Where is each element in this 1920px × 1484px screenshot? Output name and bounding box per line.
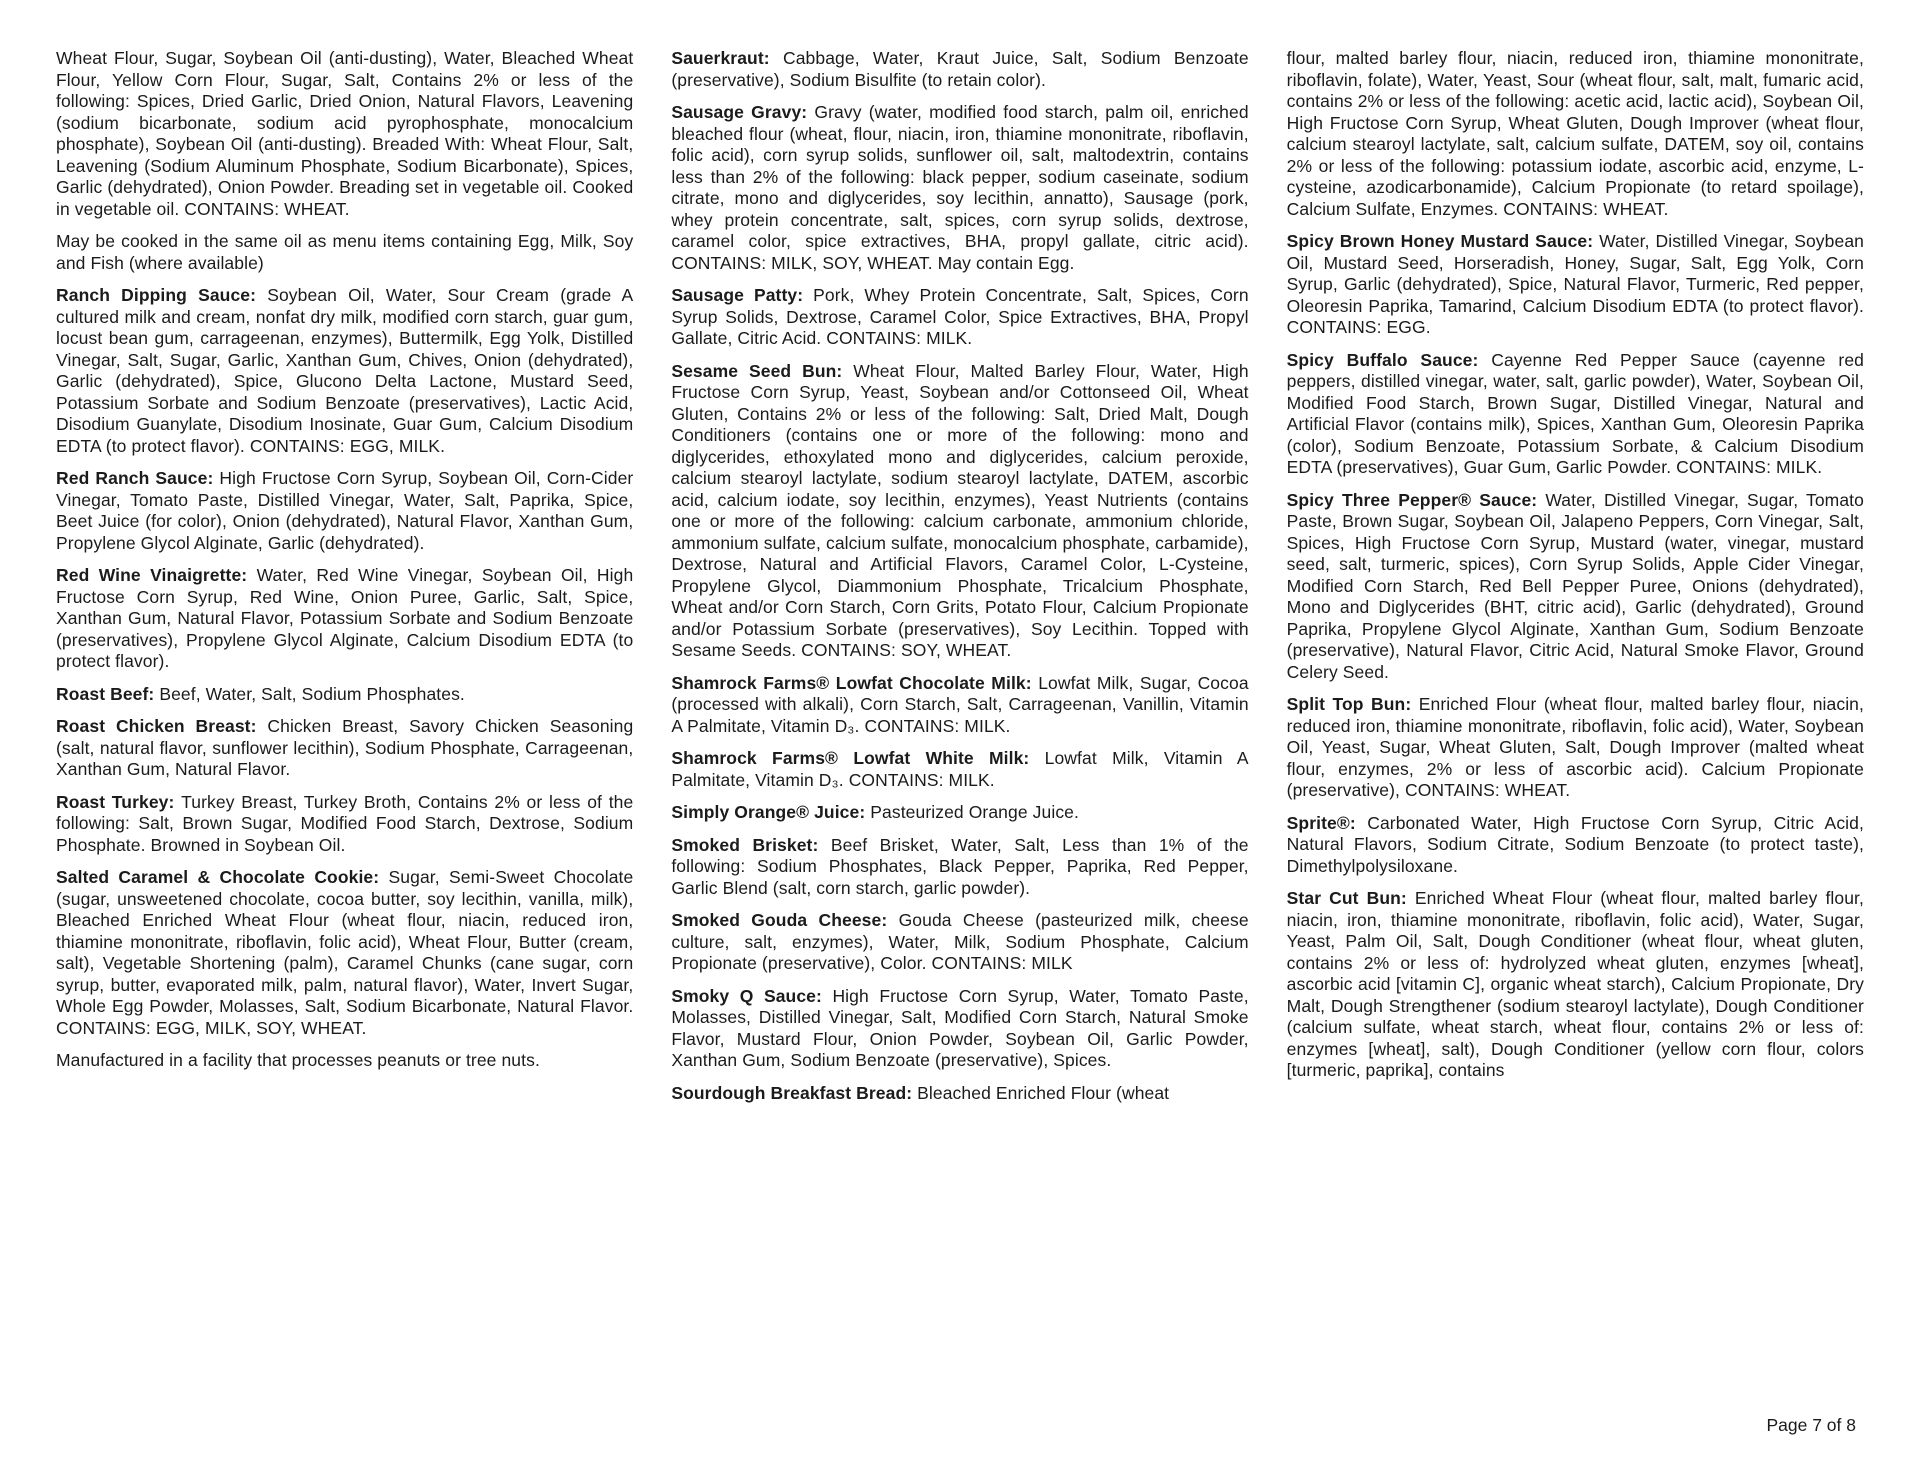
ingredient-name: Sprite®: (1286, 812, 1368, 833)
ingredient-text: Chicken Breast, Savory Chicken Seasoning (salt, natural flavor, sunflower lecithin), Sodium Phosphate, Carrageenan, Xanthan Gum, Natural Flavor. (56, 716, 634, 779)
ingredient-paragraph (671, 285, 1248, 350)
ingredient-paragraph (56, 48, 633, 220)
ingredient-text: May be cooked in the same oil as menu items containing Egg, Milk, Soy and Fish (where available) (56, 231, 634, 273)
ingredient-paragraph (56, 716, 633, 781)
ingredient-name: Star Cut Bun: (1286, 888, 1415, 908)
ingredient-name: Simply Orange® Juice: (671, 802, 871, 822)
ingredient-text: Water, Red Wine Vinegar, Soybean Oil, High Fructose Corn Syrup, Red Wine, Onion Puree, Garlic, Salt, Spice, Xanthan Gum, Natural Flavor, Potassium Sorbate and Sodium Benzoate (preservatives), Propylene Glycol Alginate, Calcium Disodium EDTA (to protect flavor). (56, 565, 634, 671)
ingredient-text: Gravy (water, modified food starch, palm oil, enriched bleached flour (wheat, flour, niacin, iron, thiamine mononitrate, riboflavin, folic acid), corn syrup solids, sunflower oil, salt, maltodextrin, contains less than 2% of the following: black pepper, sodium caseinate, sodium citrate, mono and diglycerides, soy lecithin, annatto), Sausage (pork, whey protein concentrate, salt, spices, corn syrup solids, dextrose, caramel color, spice extractives, BHA, propyl gallate, citric acid). CONTAINS: MILK, SOY, WHEAT. May contain Egg. (671, 102, 1249, 273)
ingredient-text: Pasteurized Orange Juice. (870, 802, 1079, 822)
ingredient-text: Lowfat Milk, Sugar, Cocoa (processed with alkali), Corn Starch, Salt, Carrageenan, Vanillin, Vitamin A Palmitate, Vitamin D₃. CONTAINS: MILK. (671, 672, 1249, 736)
ingredient-text: Wheat Flour, Malted Barley Flour, Water, High Fructose Corn Syrup, Yeast, Soybean and/or Cottonseed Oil, Wheat Gluten, Contains 2% or less of the following: Salt, Dried Malt, Dough Conditioners (contains one or more of the following: mono and diglycerides, ethoxylated mono and diglycerides, calcium peroxide, calcium stearoyl lactylate, sodium stearoyl lactylate, DATEM, ascorbic acid, calcium iodate, soy lecithin, enzymes), Yeast Nutrients (contains one or more of the following: calcium carbonate, ammonium chloride, ammonium sulfate, calcium sulfate, monocalcium phosphate, carbamide), Dextrose, Natural and Artificial Flavors, Caramel Color, L-Cysteine, Propylene Glycol, Diammonium Phosphate, Tricalcium Phosphate, Wheat and/or Corn Starch, Corn Grits, Potato Flour, Calcium Propionate and/or Potassium Sorbate (preservatives), Soy Lecithin. Topped with Sesame Seeds. CONTAINS: SOY, WHEAT. (671, 360, 1249, 660)
ingredient-name: Spicy Buffalo Sauce: (1286, 349, 1492, 370)
column-2 (671, 48, 1248, 1115)
ingredient-paragraph (56, 565, 633, 673)
ingredient-text: Lowfat Milk, Vitamin A Palmitate, Vitamin D₃. CONTAINS: MILK. (671, 748, 1249, 790)
ingredient-text: flour, malted barley flour, niacin, reduced iron, thiamine mononitrate, riboflavin, folate), Water, Yeast, Sour (wheat flour, salt, malt, fumaric acid, contains 2% or less of the following: acetic acid, lactic acid), Soybean Oil, High Fructose Corn Syrup, Wheat Gluten, Dough Improver (wheat flour, calcium stearoyl lactylate, salt, calcium sulfate, DATEM, soy oil, contains 2% or less of the following: potassium iodate, ascorbic acid, enzyme, L-cysteine, azodicarbonamide), Calcium Propionate (to retard spoilage), Calcium Sulfate, Enzymes. CONTAINS: WHEAT. (1286, 48, 1864, 219)
ingredient-name: Red Ranch Sauce: (56, 468, 220, 488)
ingredient-paragraph (1287, 48, 1864, 220)
ingredient-paragraph (1287, 888, 1864, 1082)
ingredient-paragraph (671, 361, 1248, 662)
ingredient-paragraph (671, 48, 1248, 91)
ingredient-text: Carbonated Water, High Fructose Corn Syrup, Citric Acid, Natural Flavors, Sodium Citrate, Sodium Benzoate (to protect taste), Dimethylpolysiloxane. (1286, 812, 1864, 876)
ingredient-paragraph (671, 102, 1248, 274)
ingredient-text: Wheat Flour, Sugar, Soybean Oil (anti-dusting), Water, Bleached Wheat Flour, Yellow Corn Flour, Sugar, Salt, Contains 2% or less of the following: Spices, Dried Garlic, Dried Onion, Natural Flavors, Leavening (sodium bicarbonate, sodium acid pyrophosphate, monocalcium phosphate), Soybean Oil (anti-dusting). Breaded With: Wheat Flour, Salt, Leavening (Sodium Aluminum Phosphate, Sodium Bicarbonate), Spices, Garlic (dehydrated), Onion Powder. Breading set in vegetable oil. Cooked in vegetable oil. CONTAINS: WHEAT. (56, 48, 634, 219)
ingredient-name: Shamrock Farms® Lowfat White Milk: (671, 748, 1045, 768)
ingredient-name: Salted Caramel & Chocolate Cookie: (56, 867, 389, 887)
ingredient-name: Sauerkraut: (671, 48, 783, 68)
ingredient-name: Red Wine Vinaigrette: (56, 565, 257, 585)
ingredient-paragraph (1287, 231, 1864, 339)
ingredient-paragraph (671, 986, 1248, 1072)
ingredient-name: Spicy Three Pepper® Sauce: (1286, 489, 1546, 510)
ingredient-paragraph (671, 910, 1248, 975)
ingredient-text: Pork, Whey Protein Concentrate, Salt, Spices, Corn Syrup Solids, Dextrose, Caramel Color, Spice Extractives, BHA, Propyl Gallate, Citric Acid. CONTAINS: MILK. (671, 285, 1249, 348)
ingredient-text: Gouda Cheese (pasteurized milk, cheese culture, salt, enzymes), Water, Milk, Sodium Phosphate, Calcium Propionate (preservative), Color. CONTAINS: MILK (671, 910, 1249, 973)
columns-container (56, 48, 1864, 1115)
ingredient-paragraph (1287, 813, 1864, 878)
ingredient-name: Sausage Patty: (671, 285, 814, 305)
ingredient-paragraph (56, 684, 633, 706)
ingredient-paragraph (56, 231, 633, 274)
ingredient-name: Ranch Dipping Sauce: (56, 285, 268, 305)
ingredient-name: Smoked Brisket: (671, 834, 831, 855)
column-3 (1287, 48, 1864, 1093)
ingredient-paragraph (1287, 694, 1864, 802)
ingredient-paragraph (1287, 350, 1864, 479)
ingredient-paragraph (56, 867, 633, 1039)
ingredient-text: Water, Distilled Vinegar, Soybean Oil, Mustard Seed, Horseradish, Honey, Sugar, Salt, Egg Yolk, Corn Syrup, Garlic (dehydrated), Spice, Natural Flavor, Turmeric, Red pepper, Oleoresin Paprika, Tamarind, Calcium Disodium EDTA (to protect flavor). CONTAINS: EGG. (1286, 231, 1864, 337)
ingredient-name: Roast Turkey: (56, 791, 182, 812)
ingredient-text: Enriched Flour (wheat flour, malted barley flour, niacin, reduced iron, thiamine mononitrate, riboflavin, folic acid), Water, Soybean Oil, Yeast, Sugar, Wheat Gluten, Salt, Dough Improver (malted wheat flour, enzymes, 2% or less of ascorbic acid). Calcium Propionate (preservative), CONTAINS: WHEAT. (1286, 694, 1864, 800)
ingredient-name: Roast Chicken Breast: (56, 716, 268, 736)
ingredient-name: Roast Beef: (56, 683, 160, 704)
ingredient-paragraph (671, 748, 1248, 791)
ingredient-text: Manufactured in a facility that processes peanuts or tree nuts. (56, 1050, 540, 1070)
ingredient-paragraph (56, 285, 633, 457)
ingredient-paragraph (671, 835, 1248, 900)
ingredient-name: Sourdough Breakfast Bread: (671, 1082, 918, 1103)
ingredient-name: Smoked Gouda Cheese: (671, 910, 899, 930)
ingredient-text: Water, Distilled Vinegar, Sugar, Tomato Paste, Brown Sugar, Soybean Oil, Jalapeno Peppers, Corn Vinegar, Salt, Spices, High Fructose Corn Syrup, Mustard (water, vinegar, mustard seed, salt, turmeric, spices), Corn Syrup Solids, Apple Cider Vinegar, Modified Corn Starch, Red Bell Pepper Puree, Onions (dehydrated), Mono and Diglycerides (BHT, citric acid), Garlic (dehydrated), Ground Paprika, Propylene Glycol Alginate, Xanthan Gum, Sodium Benzoate (preservative), Natural Flavor, Citric Acid, Natural Smoke Flavor, Ground Celery Seed. (1286, 489, 1864, 682)
ingredient-text: Beef, Water, Salt, Sodium Phosphates. (159, 683, 465, 704)
ingredient-text: Bleached Enriched Flour (wheat (917, 1082, 1170, 1103)
ingredient-text: Cayenne Red Pepper Sauce (cayenne red peppers, distilled vinegar, water, salt, garlic powder), Water, Soybean Oil, Modified Food Starch, Brown Sugar, Distilled Vinegar, Natural and Artificial Flavor (contains milk), Spices, Xanthan Gum, Oleoresin Paprika (color), Sodium Benzoate, Potassium Sorbate, & Calcium Disodium EDTA (preservatives), Guar Gum, Garlic Powder. CONTAINS: MILK. (1286, 349, 1864, 477)
ingredient-text: Beef Brisket, Water, Salt, Less than 1% of the following: Sodium Phosphates, Black Pepper, Paprika, Red Pepper, Garlic Blend (salt, corn starch, garlic powder). (671, 834, 1249, 898)
ingredient-paragraph (671, 1083, 1248, 1105)
ingredient-text: Sugar, Semi-Sweet Chocolate (sugar, unsweetened chocolate, cocoa butter, soy lecithin, vanilla, milk), Bleached Enriched Wheat Flour (wheat flour, niacin, reduced iron, thiamine mononitrate, riboflavin, folic acid), Wheat Flour, Butter (cream, salt), Vegetable Shortening (palm), Caramel Chunks (cane sugar, corn syrup, butter, evaporated milk, palm, natural flavor), Water, Invert Sugar, Whole Egg Powder, Molasses, Salt, Sodium Bicarbonate, Natural Flavor. CONTAINS: EGG, MILK, SOY, WHEAT. (56, 867, 634, 1038)
ingredient-paragraph (56, 792, 633, 857)
ingredient-text: Soybean Oil, Water, Sour Cream (grade A cultured milk and cream, nonfat dry milk, modified corn starch, guar gum, locust bean gum, carrageenan, enzymes), Buttermilk, Egg Yolk, Distilled Vinegar, Salt, Sugar, Garlic, Xanthan Gum, Chives, Onion (dehydrated), Garlic (dehydrated), Spice, Glucono Delta Lactone, Mustard Seed, Potassium Sorbate and Sodium Benzoate (preservatives), Lactic Acid, Disodium Guanylate, Disodium Inosinate, Guar Gum, Calcium Disodium EDTA (to protect flavor). CONTAINS: EGG, MILK. (56, 285, 634, 456)
ingredient-paragraph (56, 468, 633, 554)
ingredient-text: High Fructose Corn Syrup, Soybean Oil, Corn-Cider Vinegar, Tomato Paste, Distilled Vinegar, Water, Salt, Paprika, Spice, Beet Juice (for color), Onion (dehydrated), Natural Flavor, Xanthan Gum, Propylene Glycol Alginate, Garlic (dehydrated). (56, 468, 634, 553)
ingredient-paragraph (671, 673, 1248, 738)
ingredient-text: Enriched Wheat Flour (wheat flour, malted barley flour, niacin, iron, thiamine mononitrate, riboflavin, folic acid), Water, Sugar, Yeast, Palm Oil, Salt, Dough Conditioner (wheat flour, wheat gluten, contains 2% or less of: hydrolyzed wheat gluten, enzymes [wheat], ascorbic acid [vitamin C], organic wheat starch), Calcium Propionate, Dry Malt, Dough Strengthener (sodium stearoyl lactylate), Dough Conditioner (calcium sulfate, wheat starch, wheat flour, contains 2% or less of: enzymes [wheat], salt), Dough Conditioner (yellow corn flour, colors [turmeric, paprika], contains (1286, 888, 1864, 1080)
ingredient-text: Cabbage, Water, Kraut Juice, Salt, Sodium Benzoate (preservative), Sodium Bisulfite (to retain color). (671, 48, 1249, 90)
page-number: Page 7 of 8 (1766, 1415, 1856, 1435)
column-1 (56, 48, 633, 1083)
ingredient-name: Smoky Q Sauce: (671, 985, 833, 1006)
ingredient-name: Sesame Seed Bun: (671, 360, 854, 381)
ingredient-paragraph (56, 1050, 633, 1072)
ingredient-text: High Fructose Corn Syrup, Water, Tomato Paste, Molasses, Distilled Vinegar, Salt, Modified Corn Starch, Natural Smoke Flavor, Mustard Flour, Onion Powder, Soybean Oil, Garlic Powder, Xanthan Gum, Sodium Benzoate (preservative), Spices. (671, 985, 1249, 1070)
ingredient-name: Shamrock Farms® Lowfat Chocolate Milk: (671, 672, 1039, 693)
ingredient-name: Spicy Brown Honey Mustard Sauce: (1286, 231, 1600, 251)
ingredient-name: Sausage Gravy: (671, 102, 815, 122)
ingredient-paragraph (671, 802, 1248, 824)
ingredient-name: Split Top Bun: (1286, 694, 1419, 714)
ingredient-text: Turkey Breast, Turkey Broth, Contains 2% or less of the following: Salt, Brown Sugar, Modified Food Starch, Dextrose, Sodium Phosphate. Browned in Soybean Oil. (56, 791, 634, 855)
ingredient-paragraph (1287, 490, 1864, 684)
